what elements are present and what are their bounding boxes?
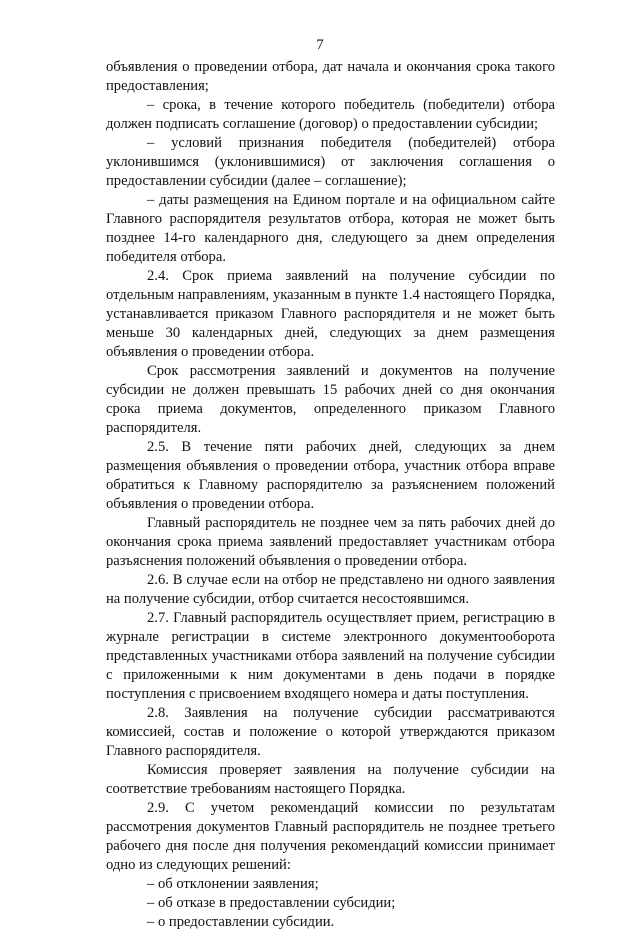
paragraph-2-9: 2.9. С учетом рекомендаций комиссии по результатам рассмотрения документов Главный распорядитель не позднее третьего рабочего дня после дня получения рекомендаций комиссии принимает одно из следующих решений:	[106, 800, 555, 873]
dash-item-refusal: – об отказе в предоставлении субсидии;	[147, 895, 396, 911]
paragraph-clarifications: Главный распорядитель не позднее чем за пять рабочих дней до окончания срока приема заявлений предоставляет участникам отбора разъяснения положений объявления о проведении отбора.	[106, 515, 555, 569]
dash-item-grant: – о предоставлении субсидии.	[147, 914, 335, 930]
paragraph-2-6: 2.6. В случае если на отбор не представлено ни одного заявления на получение субсидии, отбор считается несостоявшимся.	[106, 572, 555, 607]
document-body	[106, 58, 555, 932]
paragraph-continuation: объявления о проведении отбора, дат начала и окончания срока такого предоставления;	[106, 59, 555, 94]
dash-item-evasion-conditions: – условий признания победителя (победителей) отбора уклонившимся (уклонившимися) от заключения соглашения о предоставлении субсидии (далее – соглашение);	[106, 135, 555, 189]
page-number: 7	[316, 37, 324, 53]
paragraph-commission-check: Комиссия проверяет заявления на получение субсидии на соответствие требованиям настоящего Порядка.	[106, 762, 555, 797]
dash-item-deadline-agreement: – срока, в течение которого победитель (победители) отбора должен подписать соглашение (договор) о предоставлении субсидии;	[106, 97, 555, 132]
dash-item-rejection: – об отклонении заявления;	[147, 876, 319, 892]
paragraph-2-7: 2.7. Главный распорядитель осуществляет прием, регистрацию в журнале регистрации в системе электронного документооборота представленных участниками отбора заявлений на получение субсидии с приложенными к ним документами в день подачи в порядке поступления с присвоением входящего номера и даты поступления.	[106, 610, 555, 702]
paragraph-review-term: Срок рассмотрения заявлений и документов на получение субсидии не должен превышать 15 рабочих дней со дня окончания срока приема документов, определенного приказом Главного распорядителя.	[106, 363, 555, 436]
paragraph-2-5: 2.5. В течение пяти рабочих дней, следующих за днем размещения объявления о проведении отбора, участник отбора вправе обратиться к Главному распорядителю за разъяснением положений объявления о проведении отбора.	[106, 439, 555, 512]
paragraph-2-8: 2.8. Заявления на получение субсидии рассматриваются комиссией, состав и положение о которой утверждаются приказом Главного распорядителя.	[106, 705, 555, 759]
paragraph-2-4: 2.4. Срок приема заявлений на получение субсидии по отдельным направлениям, указанным в пункте 1.4 настоящего Порядка, устанавливается приказом Главного распорядителя и не может быть меньше 30 календарных дней, следующих за днем размещения объявления о проведении отбора.	[106, 268, 555, 360]
dash-item-publication-date: – даты размещения на Едином портале и на официальном сайте Главного распорядителя результатов отбора, которая не может быть позднее 14-го календарного дня, следующего за днем определения победителя отбора.	[106, 192, 555, 265]
